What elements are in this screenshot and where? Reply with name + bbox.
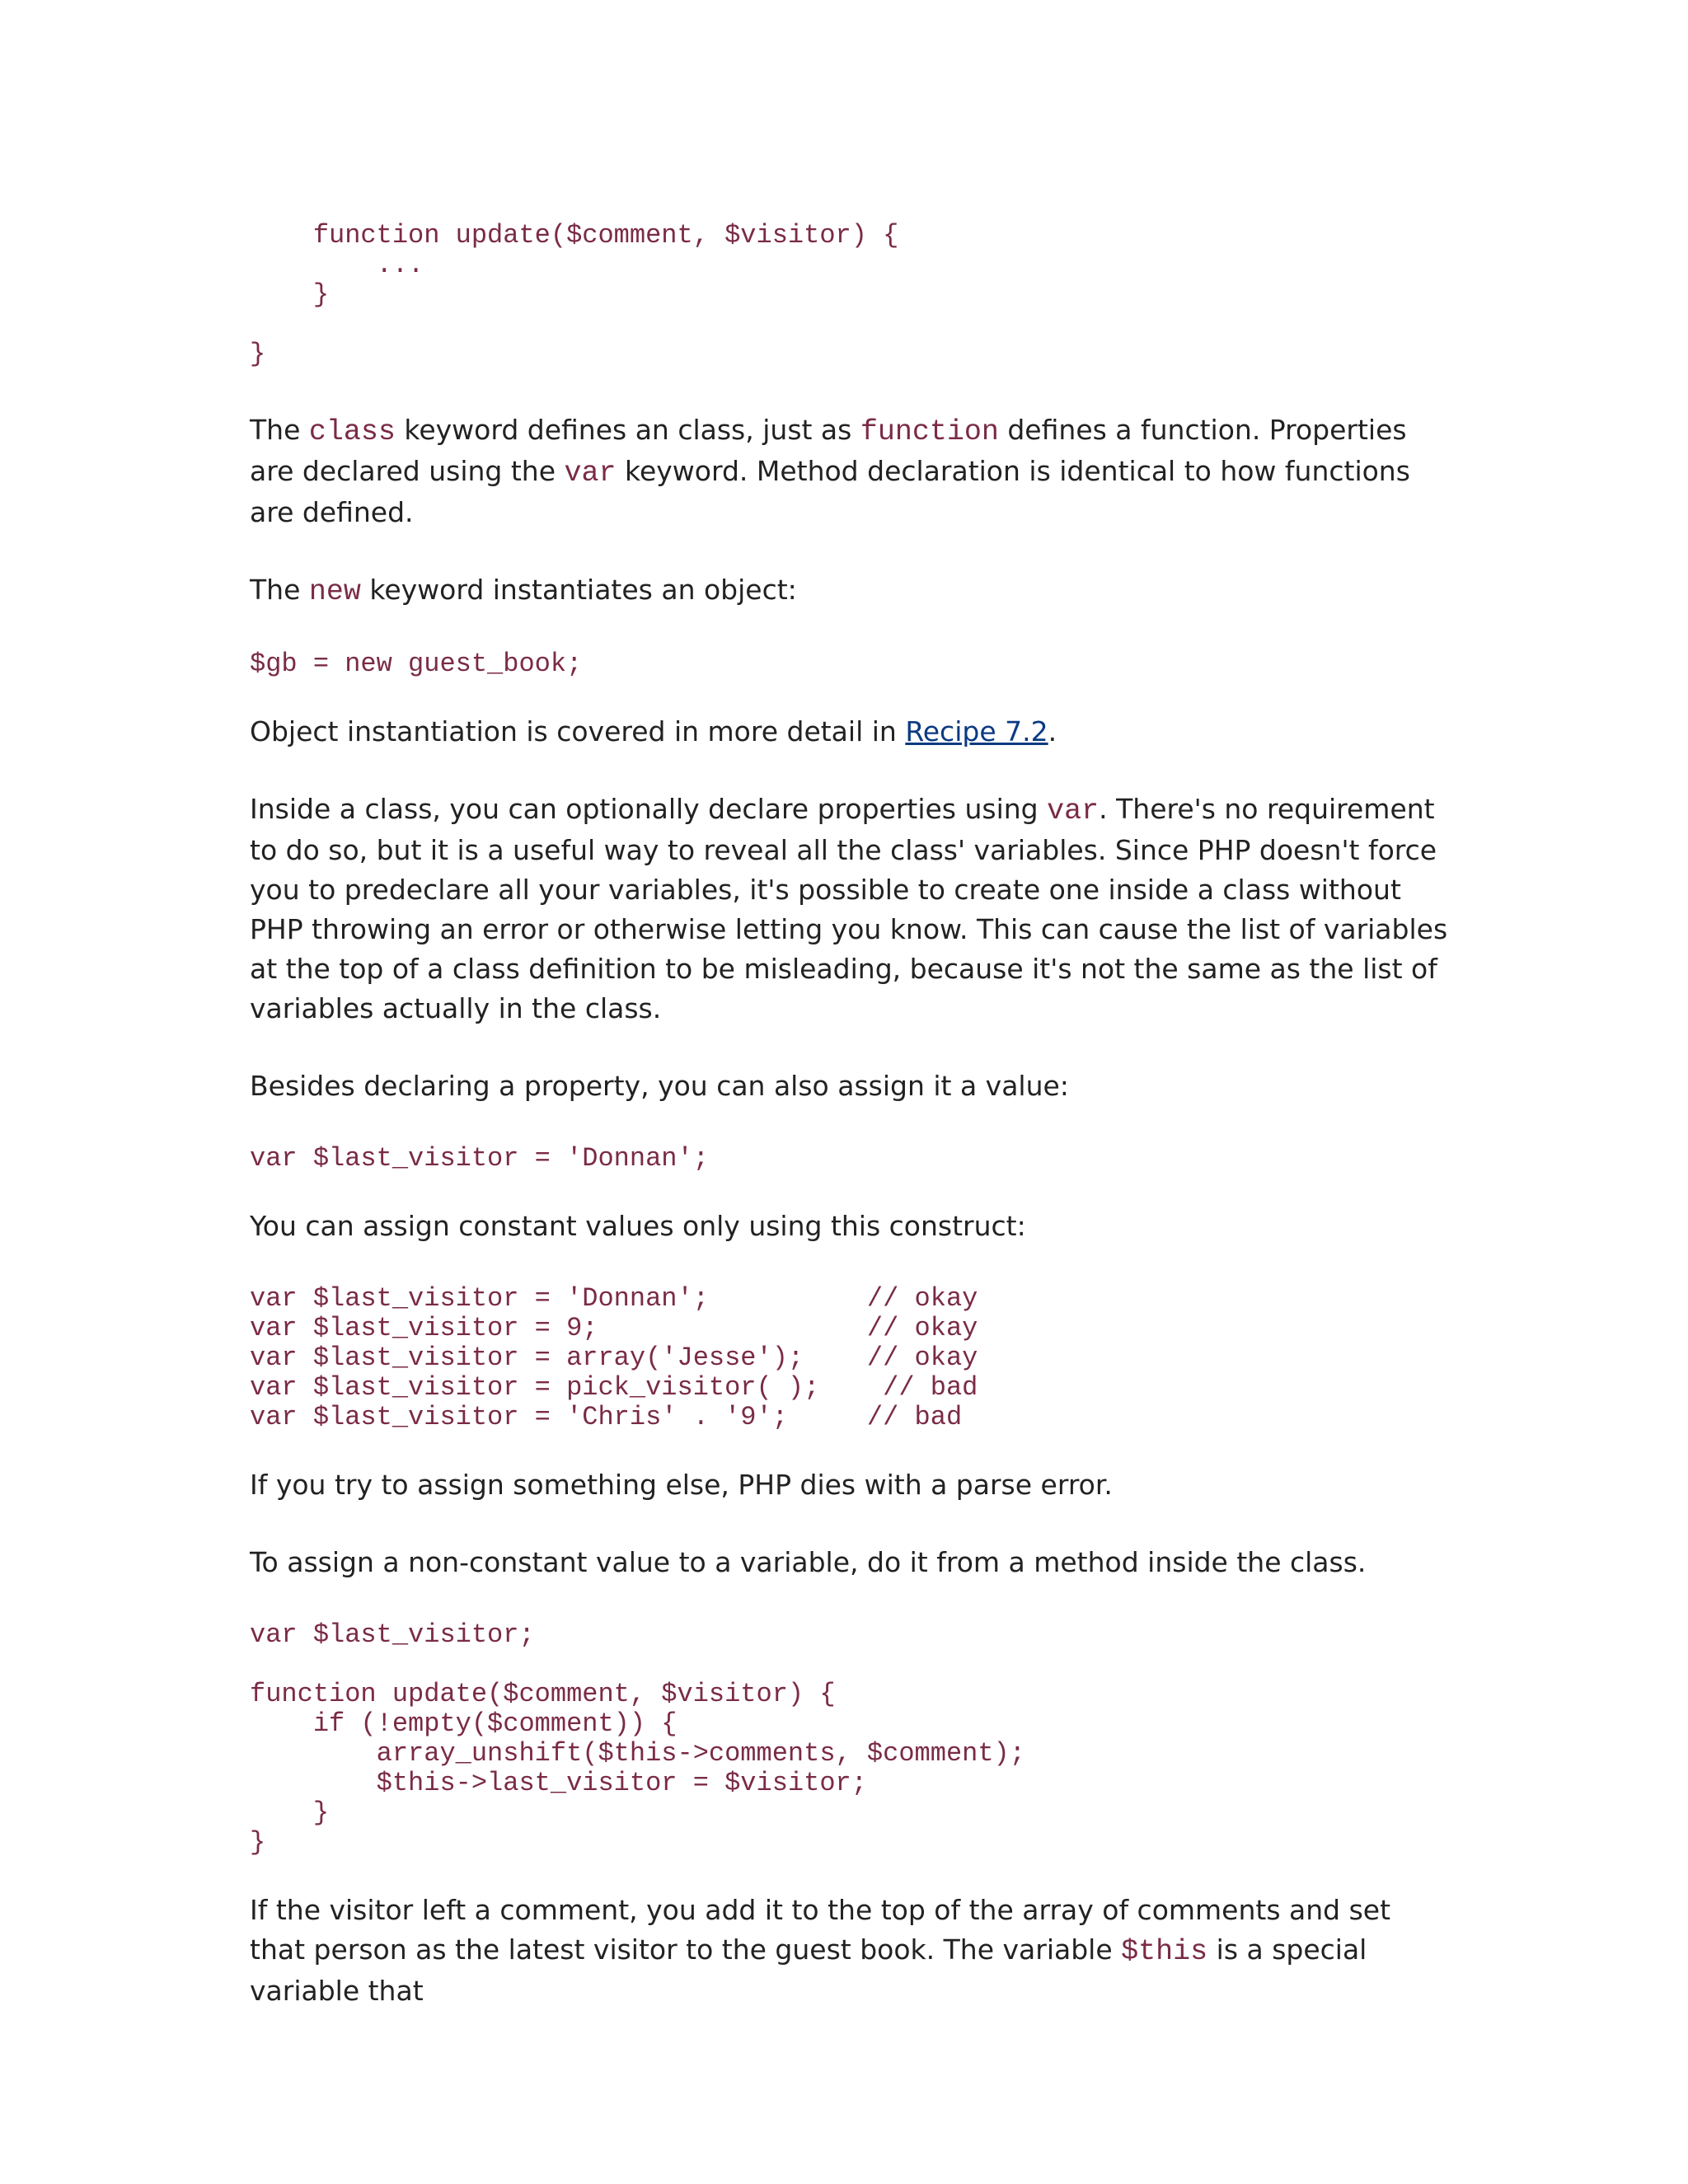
inline-code-var: var <box>1047 794 1100 827</box>
paragraph-parse-error: If you try to assign something else, PHP dies with a parse error. <box>250 1469 1113 1501</box>
paragraph-new-keyword: The new keyword instantiates an object: <box>250 574 797 608</box>
code-block-assign-value: var $last_visitor = 'Donnan'; <box>250 1143 709 1174</box>
paragraph-assign-value: Besides declaring a property, you can also assign it a value: <box>250 1070 1069 1102</box>
paragraph-declare-properties: Inside a class, you can optionally declare properties using var. There's no requirement to do so, but it is a useful way to reveal all the class' variables. Since PHP doesn't force you to predeclare all your variables, it's possible to create one inside a class without PHP throwing an error or otherwise letting you know. This can cause the list of variables at the top of a class definition to be misleading, because it's not the same as the list of variables actually in the class. <box>250 793 1448 1024</box>
inline-code-new: new <box>308 575 361 608</box>
inline-code-this: $this <box>1121 1935 1208 1968</box>
code-block-method-assign: var $last_visitor; function update($comment, $visitor) { if (!empty($comment)) { array_unshift($this->comments, $comment); $this->last_visitor = $visitor; } } <box>250 1619 1025 1858</box>
paragraph-non-constant: To assign a non-constant value to a variable, do it from a method inside the class. <box>250 1546 1367 1578</box>
code-block-new-object: $gb = new guest_book; <box>250 649 583 679</box>
inline-code-var: var <box>564 457 617 490</box>
inline-code-function: function <box>860 415 999 448</box>
page-content <box>250 221 1453 2011</box>
paragraph-instantiation-reference: Object instantiation is covered in more detail in Recipe 7.2. <box>250 715 1057 748</box>
code-block-constant-examples: var $last_visitor = 'Donnan'; // okay var $last_visitor = 9; // okay var $last_visitor = array('Jesse'); // okay var $last_visitor = pick_visitor( ); // bad var $last_visitor = 'Chris' . '9'; // bad <box>250 1283 978 1432</box>
paragraph-constant-values: You can assign constant values only using this construct: <box>250 1210 1026 1242</box>
paragraph-this-variable: If the visitor left a comment, you add it to the top of the array of comments and set that person as the latest visitor to the guest book. The variable $this is a special variable that <box>250 1894 1391 2007</box>
code-block-update-function: function update($comment, $visitor) { ... } } <box>250 220 899 369</box>
paragraph-class-keyword: The class keyword defines an class, just as function defines a function. Properties are declared using the var keyword. Method declaration is identical to how functions are defined. <box>250 414 1410 528</box>
inline-code-class: class <box>308 415 396 448</box>
recipe-link[interactable]: Recipe 7.2 <box>905 715 1048 748</box>
